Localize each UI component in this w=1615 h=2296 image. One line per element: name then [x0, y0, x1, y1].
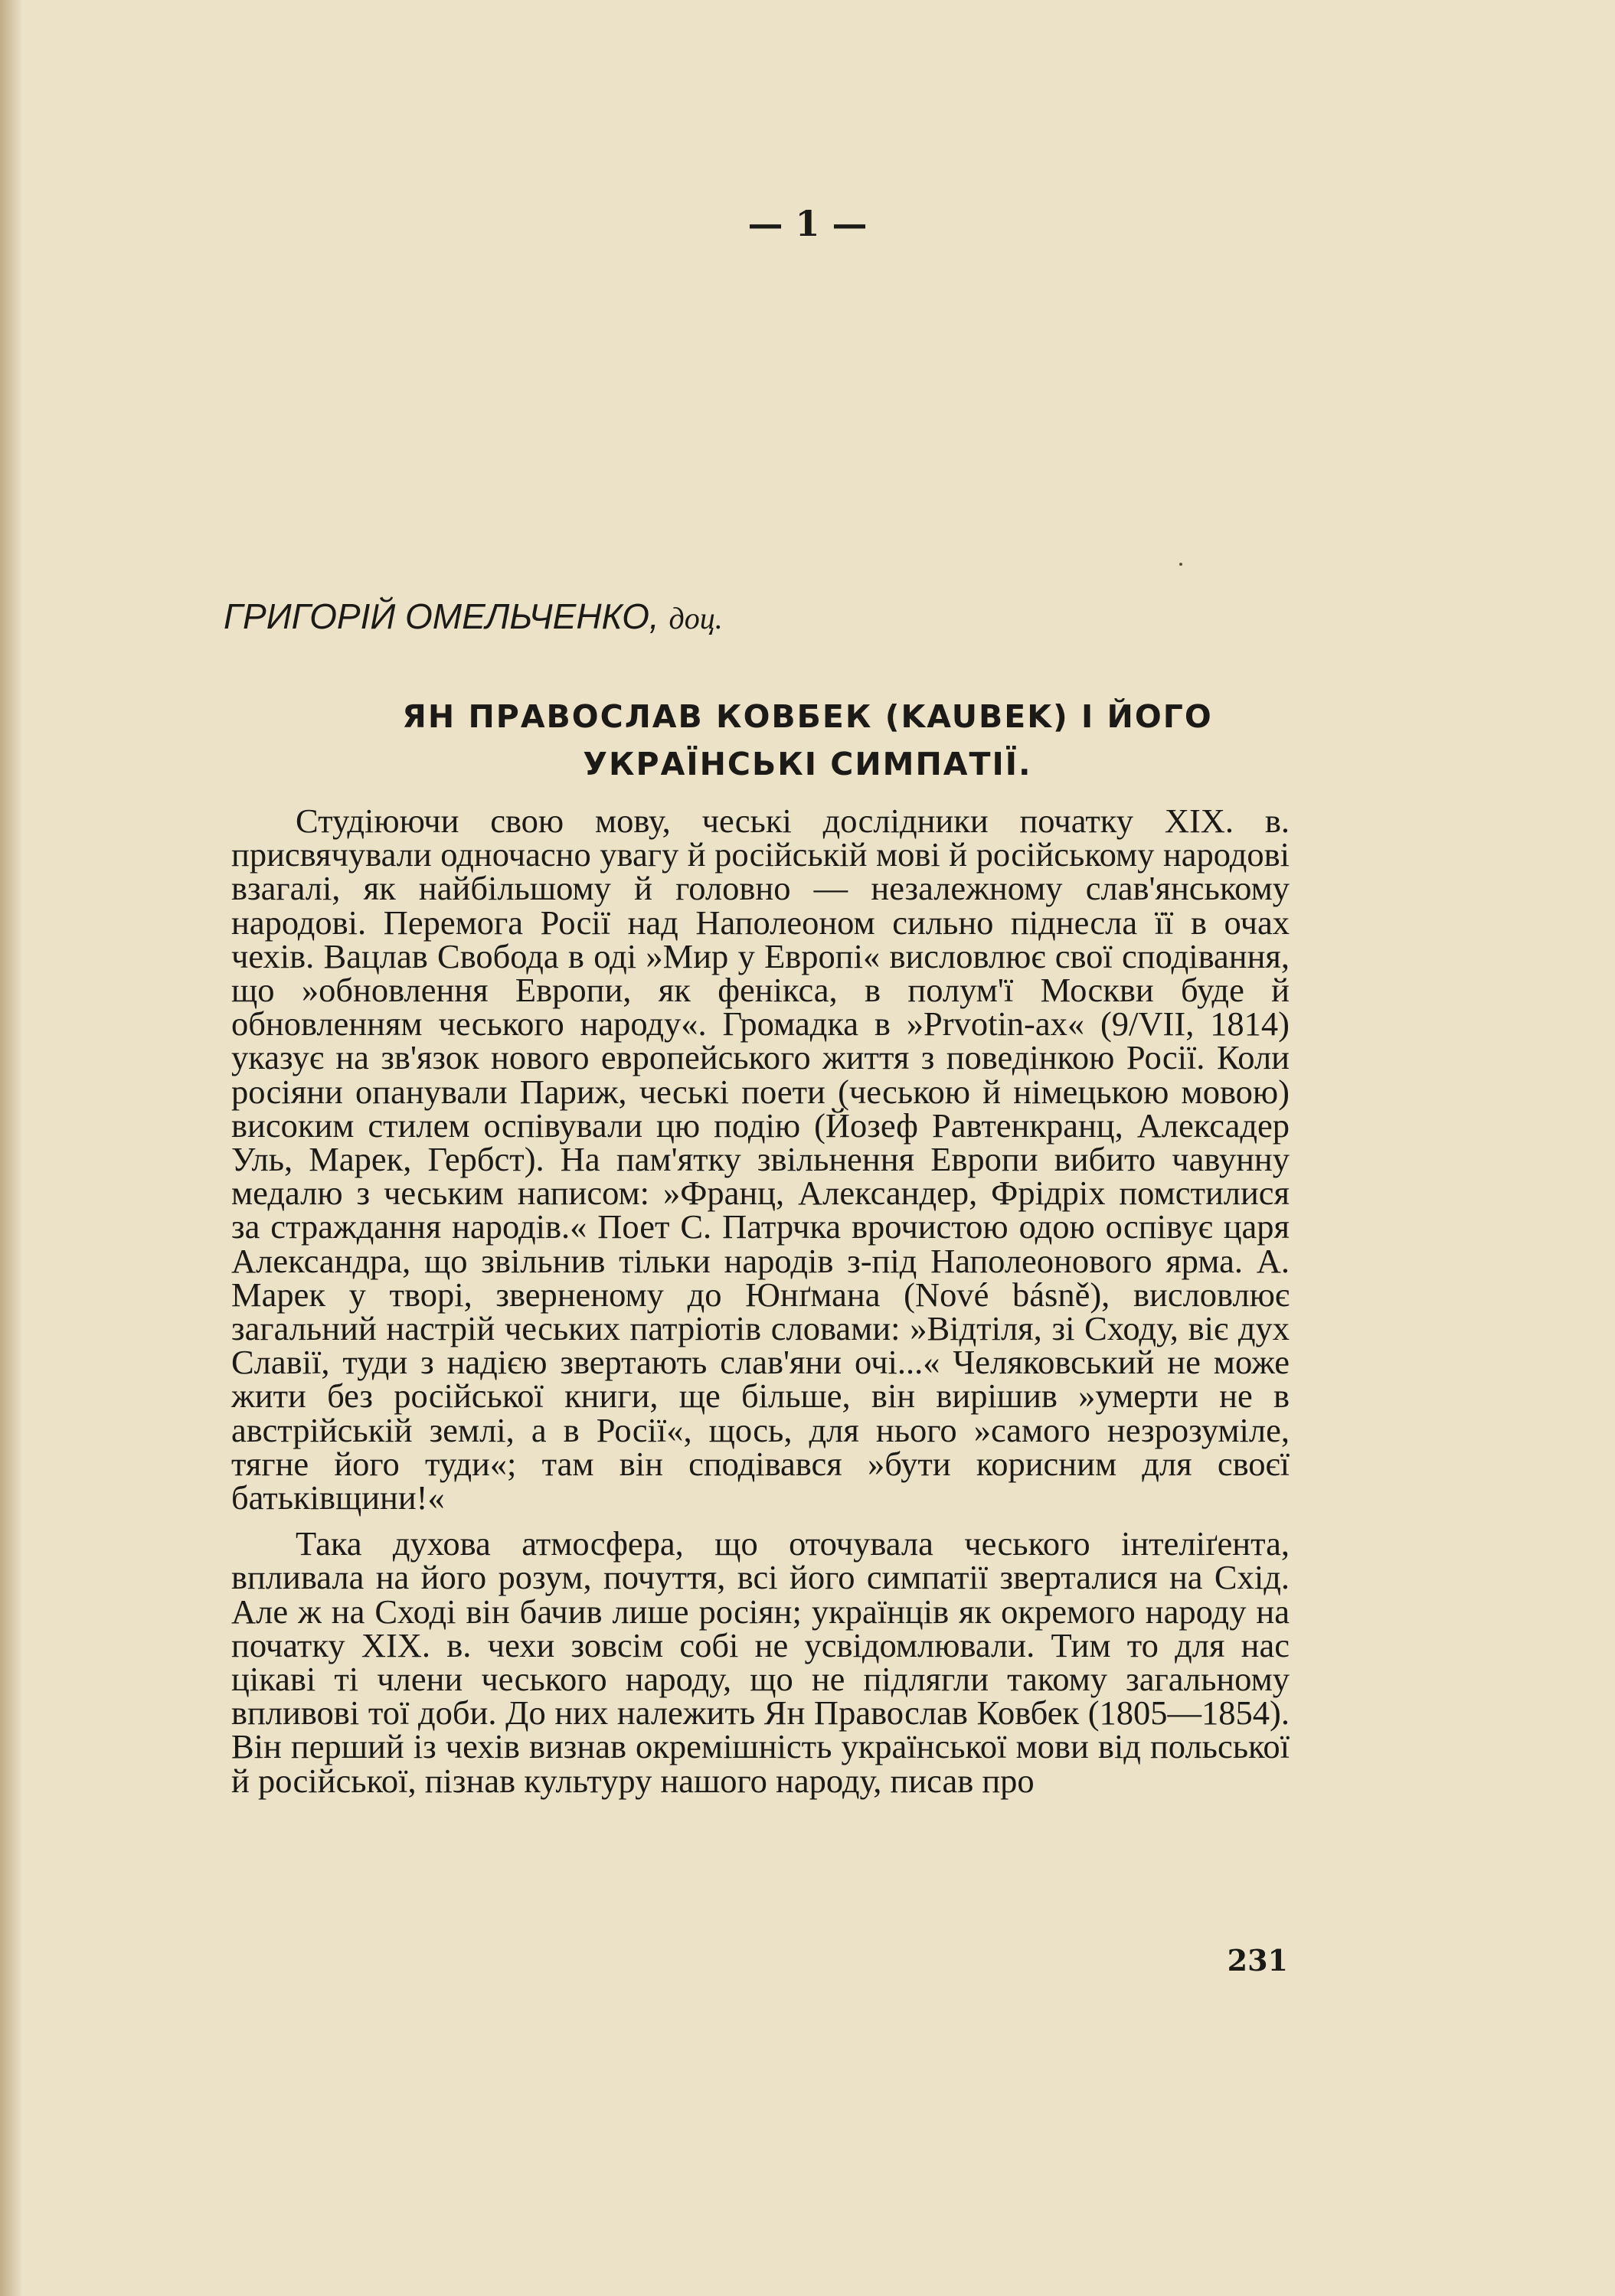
article-title-line-1: ЯН ПРАВОСЛАВ КОВБЕК (KAUBEK) І ЙОГО [402, 698, 1213, 735]
article-title-line-2: УКРАЇНСЬКІ СИМПАТІЇ. [583, 746, 1032, 782]
author-rank: доц. [669, 601, 723, 635]
article-title [0, 693, 1615, 788]
print-speck [1179, 563, 1182, 566]
body-paragraph-1: Студіюючи свою мову, чеські дослідники початку XIX. в. присвячували одночасно увагу й російській мові й російському народові взагалі, як найбільшому й головно — незалежному слав'янському народові. Перемога Росії над Наполеоном сильно піднесла її в очах чехів. Вацлав Свобода в оді »Мир у Европі« висловлює свої сподівання, що »обновлення Европи, як фенікса, в полум'ї Москви буде й обновленням чеського народу«. Громадка в »Prvotin-ах« (9/VII, 1814) указує на зв'язок нового европейського життя з поведінкою Росії. Коли росіяни опанували Париж, чеські поети (чеською й німецькою мовою) високим стилем оспівували цю подію (Йозеф Равтенкранц, Алексадер Уль, Марек, Гербст). На пам'ятку звільнення Европи вибито чавунну медалю з чеським написом: »Франц, Александер, Фрідріх помстилися за страждання народів.« Поет С. Патрчка врочистою одою оспівує царя Александра, що звільнив тільки народів з-під Наполеонового ярма. А. Марек у творі, зверненому до Юнґмана (Nové básně), висловлює загальний настрій чеських патріотів словами: »Відтіля, зі Сходу, віє дух Славії, туди з надією звертають слав'яни очі...« Челяковський не може жити без російської книги, ще більше, він вирішив »умерти не в австрійській землі, а в Росії«, щось, для нього »самого незрозуміле, тягне його туди«; там він сподівався »бути корисним для своєї батьківщини!« [231, 802, 1290, 1517]
body-paragraph-2: Така духова атмосфера, що оточувала чеського інтеліґента, впливала на його розум, почуття, всі його симпатії зверталися на Схід. Але ж на Сході він бачив лише росіян; українців як окремого народу на початку XIX. в. чехи зовсім собі не усвідомлювали. Тим то для нас цікаві ті члени чеського народу, що не підлягли такому загальному впливові тої доби. До них належить Ян Православ Ковбек (1805—1854). Він перший із чехів визнав окремішність української мови від польської й російської, пізнав культуру нашого народу, писав про [231, 1524, 1290, 1800]
article-body [231, 804, 1290, 1798]
author-name: ГРИГОРІЙ ОМЕЛЬЧЕНКО, [224, 596, 659, 636]
page-number: 231 [1227, 1943, 1288, 1978]
author-line [224, 596, 723, 637]
page-edge-shadow [0, 0, 23, 2296]
folio-header: — 1 — [747, 203, 868, 244]
